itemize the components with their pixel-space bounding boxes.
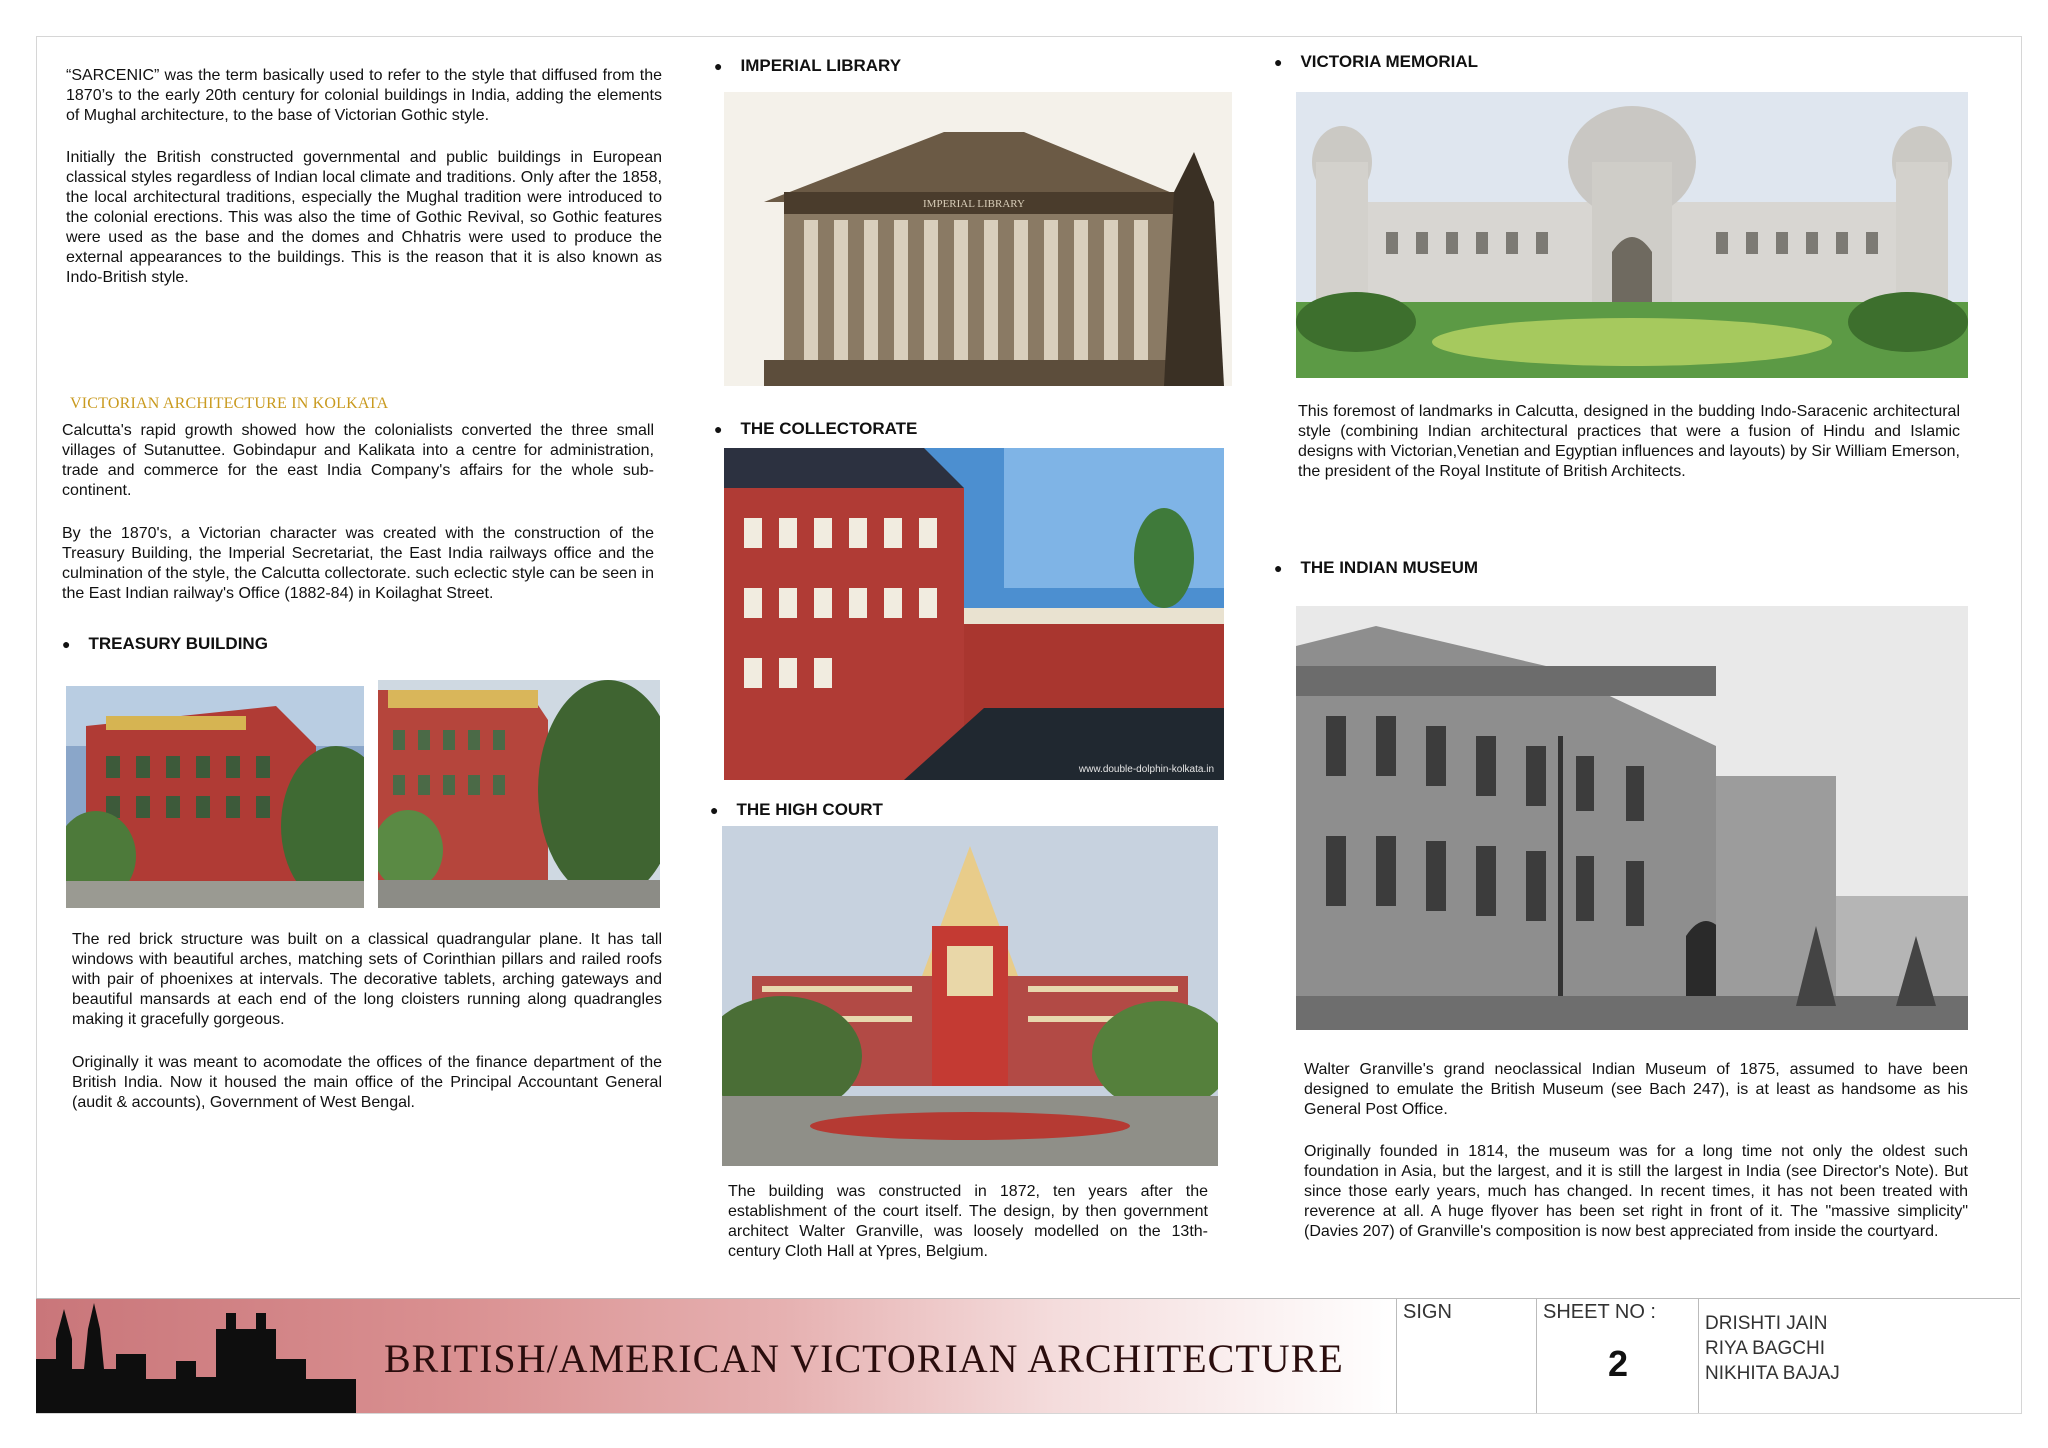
victoria-memorial-heading: [1274, 52, 1478, 72]
treasury-paragraph-2: Originally it was meant to acomodate the offices of the finance department of the British India. Now it housed the main office of the Principal Accountant General (audit & accounts), Government of West Bengal.: [72, 1054, 662, 1111]
bullet-icon: ●: [714, 58, 723, 74]
imperial-library-heading: [714, 56, 901, 76]
kolkata-paragraph-2: By the 1870's, a Victorian character was created with the construction of the Treasury Building, the Imperial Secretariat, the East India railways office and the culmination of the style, the Calcutta collectorate. such eclectic style can be seen in the East Indian railway's Office (1882-84) in Koilaghat Street.: [62, 525, 654, 602]
indian-museum-photo: [1296, 606, 1968, 1030]
treasury-paragraph-1: The red brick structure was built on a classical quadrangular plane. It has tall windows with beautiful arches, matching sets of Corinthian pillars and railed roofs with pair of phoenixes at intervals. The decorative tablets, arching gateways and beautiful mansards at each end of the long cloisters running along quadrangles making it gracefully gorgeous.: [72, 931, 662, 1028]
imperial-library-title: IMPERIAL LIBRARY: [740, 56, 902, 75]
victoria-memorial-title: VICTORIA MEMORIAL: [1300, 52, 1479, 71]
bullet-icon: ●: [710, 802, 719, 818]
kolkata-heading: VICTORIAN ARCHITECTURE IN KOLKATA: [70, 395, 389, 412]
indian-museum-paragraph-1: Walter Granville's grand neoclassical Indian Museum of 1875, assumed to have been designed to emulate the British Museum (see Bach 247), is at least as handsome as his General Post Office.: [1304, 1061, 1968, 1118]
imperial-library-photo: [724, 92, 1232, 386]
sheet-number-label: SHEET NO :: [1543, 1301, 1656, 1323]
intro-paragraph-1: [66, 66, 662, 126]
victoria-memorial-photo: [1296, 92, 1968, 378]
indian-museum-title: THE INDIAN MUSEUM: [1300, 558, 1479, 577]
author-list: [1705, 1311, 1840, 1386]
author-name: RIYA BAGCHI: [1705, 1338, 1826, 1359]
treasury-photo-1: [66, 686, 364, 908]
skyline-silhouette-icon: [36, 1299, 356, 1413]
kolkata-paragraph-1: Calcutta's rapid growth showed how the colonialists converted the three small villages of Sutanuttee. Gobindapur and Kalikata into a centre for administration, trade and commerce for the east India Company's affairs for the whole sub-continent.: [62, 422, 654, 499]
indian-museum-paragraph-2: Originally founded in 1814, the museum was for a long time not only the oldest such foundation in Asia, but the largest, and it is still the largest in India (see Director's Note). But since those early years, much has changed. In recent times, it has not been treated with reverence at all. A huge flyover has been set right in front of it. The "massive simplicity" (Davies 207) of Granville's composition is now best appreciated from inside the courtyard.: [1304, 1143, 1968, 1240]
bullet-icon: ●: [62, 636, 71, 652]
high-court-heading: [710, 800, 883, 820]
sign-label: SIGN: [1403, 1301, 1452, 1323]
collectorate-watermark: www.double-dolphin-kolkata.in: [1078, 764, 1214, 775]
collectorate-photo: [724, 448, 1224, 780]
authors-cell: [1698, 1299, 2020, 1413]
title-banner: [36, 1299, 1396, 1413]
term-victorian-gothic: Victorian Gothic style.: [334, 107, 490, 124]
collectorate-title: THE COLLECTORATE: [740, 419, 918, 438]
author-name: NIKHITA BAJAJ: [1705, 1363, 1840, 1384]
title-block: [36, 1298, 2020, 1413]
imperial-library-sign: IMPERIAL LIBRARY: [923, 198, 1025, 210]
treasury-title: TREASURY BUILDING: [88, 634, 268, 653]
high-court-photo: [722, 826, 1218, 1166]
victoria-memorial-paragraph: This foremost of landmarks in Calcutta, designed in the budding Indo-Saracenic architectural style (combining Indian architectural practices that were a fusion of Hindu and Islamic designs with Victorian,Venetian and Egyptian influences and layouts) by Sir William Emerson, the president of the Royal Institute of British Architects.: [1298, 403, 1960, 480]
intro-text: was the term basically used to refer to the style that diffused from the 1870’s to the early 20th century for colonial buildings in India, adding the elements of Mughal architecture, to the base of: [66, 67, 662, 124]
intro-paragraph-2: Initially the British constructed governmental and public buildings in European classical styles regardless of Indian local climate and traditions. Only after the 1858, the local architectural traditions, especially the Mughal tradition were introduced to the colonial erections. This was also the time of Gothic Revival, so Gothic features were used as the base and the domes and Chhatris were used to produce the external appearances to the buildings. This is the reason that it is also known as Indo-British style.: [66, 149, 662, 286]
bullet-icon: ●: [1274, 560, 1283, 576]
bullet-icon: ●: [714, 421, 723, 437]
high-court-title: THE HIGH COURT: [736, 800, 883, 819]
sheet-title: BRITISH/AMERICAN VICTORIAN ARCHITECTURE: [384, 1336, 1344, 1381]
treasury-photo-2: [378, 680, 660, 908]
collectorate-heading: [714, 419, 917, 439]
indian-museum-heading: [1274, 558, 1478, 578]
treasury-heading: [62, 634, 268, 654]
sheet-number: 2: [1607, 1343, 1629, 1384]
high-court-paragraph: The building was constructed in 1872, ten years after the establishment of the court itself. The design, by then government architect Walter Granville, was loosely modelled on the 13th-century Cloth Hall at Ypres, Belgium.: [728, 1183, 1208, 1260]
author-name: DRISHTI JAIN: [1705, 1313, 1828, 1334]
term-sarcenic: “SARCENIC”: [66, 67, 160, 84]
sheet-number-cell: [1536, 1299, 1699, 1413]
bullet-icon: ●: [1274, 54, 1283, 70]
sign-cell: [1396, 1299, 1537, 1413]
